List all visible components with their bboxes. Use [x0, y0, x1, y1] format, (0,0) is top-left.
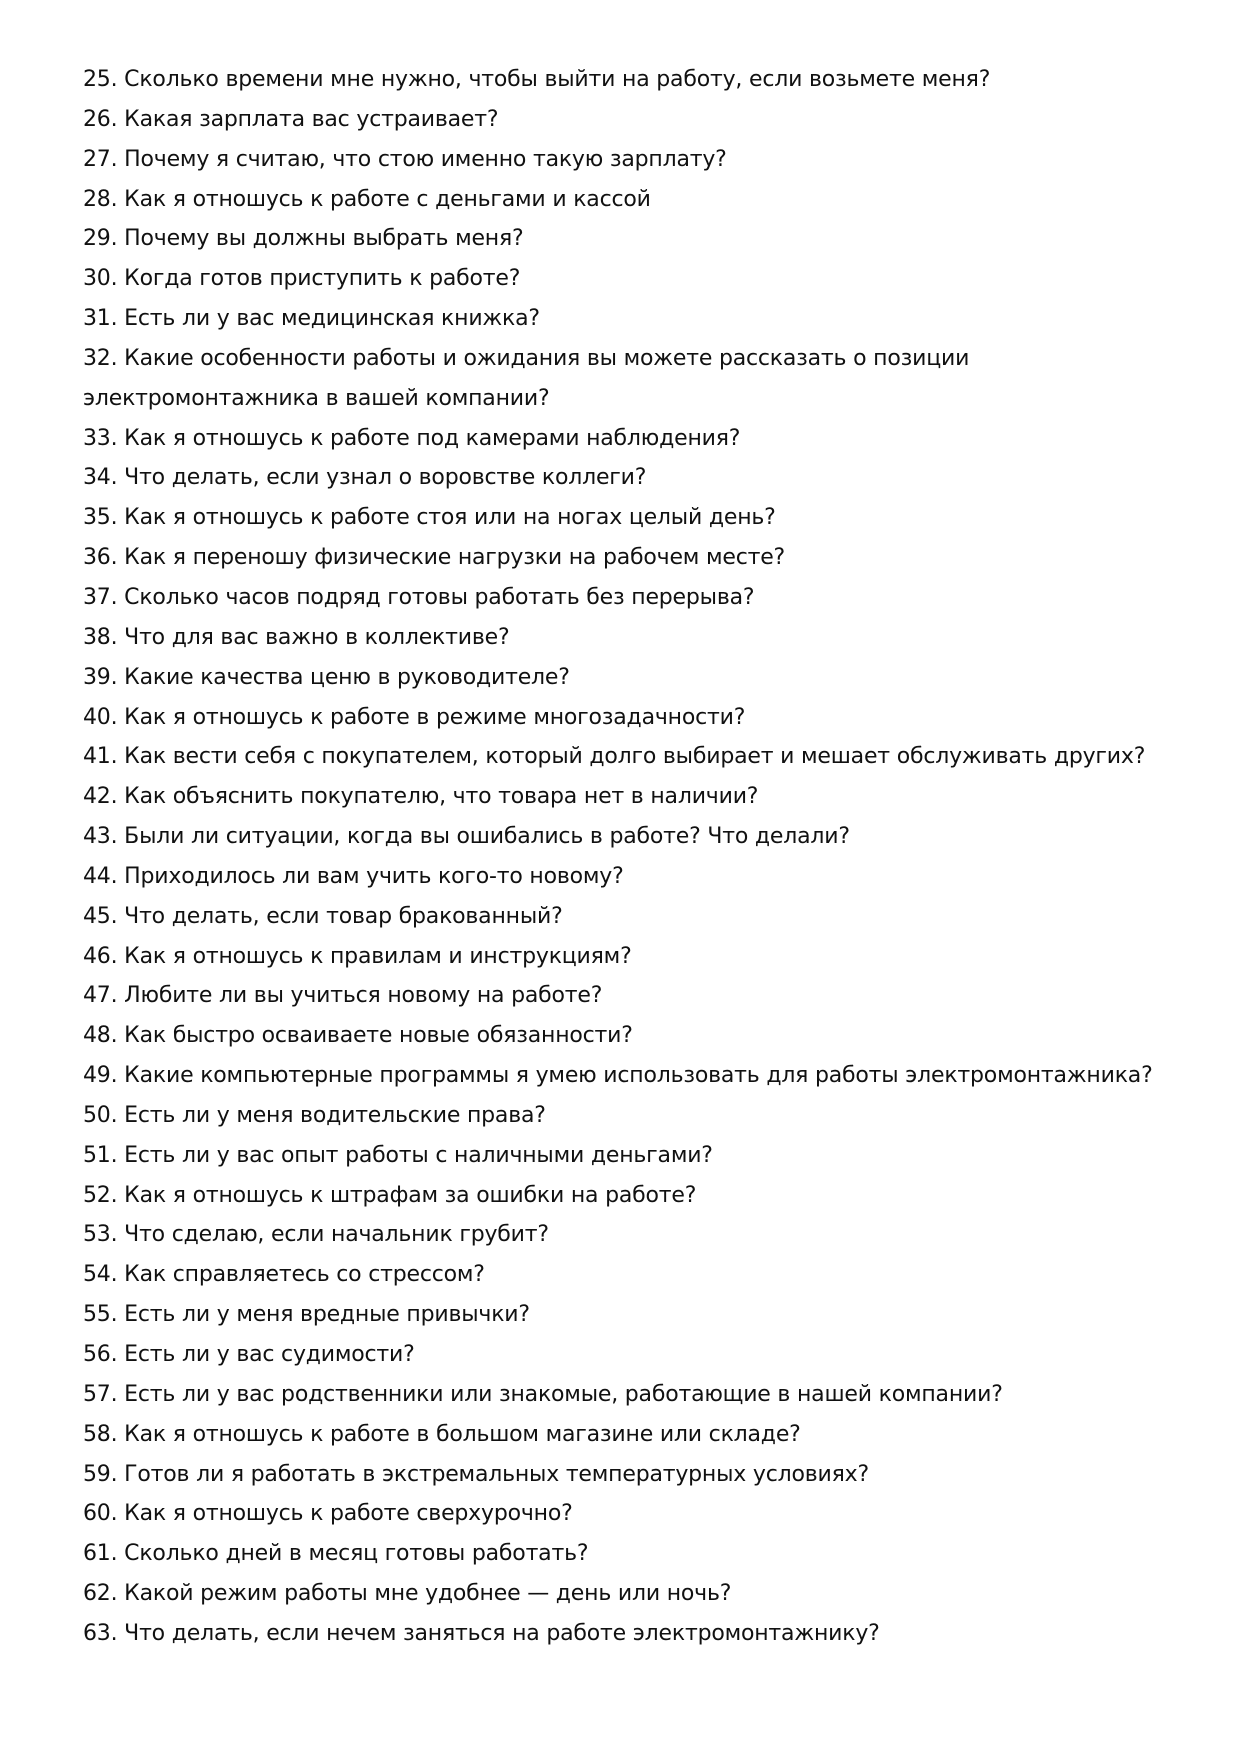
question-37: 37. Сколько часов подряд готовы работать без перерыва? [83, 584, 755, 610]
question-40: 40. Как я отношусь к работе в режиме многозадачности? [83, 704, 746, 730]
question-53: 53. Что сделаю, если начальник грубит? [83, 1222, 549, 1248]
question-34: 34. Что делать, если узнал о воровстве коллеги? [83, 465, 647, 491]
question-42: 42. Как объяснить покупателю, что товара нет в наличии? [83, 784, 759, 810]
question-46: 46. Как я отношусь к правилам и инструкциям? [83, 943, 632, 969]
question-48: 48. Как быстро осваиваете новые обязанности? [83, 1023, 633, 1049]
question-47: 47. Любите ли вы учиться новому на работе? [83, 983, 603, 1009]
question-45: 45. Что делать, если товар бракованный? [83, 903, 563, 929]
question-62: 62. Какой режим работы мне удобнее — день или ночь? [83, 1581, 732, 1607]
question-59: 59. Готов ли я работать в экстремальных температурных условиях? [83, 1461, 869, 1487]
question-50: 50. Есть ли у меня водительские права? [83, 1102, 546, 1128]
question-39: 39. Какие качества ценю в руководителе? [83, 664, 570, 690]
question-43: 43. Были ли ситуации, когда вы ошибались в работе? Что делали? [83, 824, 850, 850]
question-38: 38. Что для вас важно в коллективе? [83, 624, 510, 650]
question-35: 35. Как я отношусь к работе стоя или на ногах целый день? [83, 505, 776, 531]
question-32: 32. Какие особенности работы и ожидания вы можете рассказать о позиции электромонтажника в вашей компании? [83, 345, 970, 411]
question-33: 33. Как я отношусь к работе под камерами наблюдения? [83, 425, 741, 451]
question-list [83, 60, 1193, 1654]
question-36: 36. Как я переношу физические нагрузки на рабочем месте? [83, 545, 786, 571]
question-29: 29. Почему вы должны выбрать меня? [83, 226, 524, 252]
question-25: 25. Сколько времени мне нужно, чтобы выйти на работу, если возьмете меня? [83, 67, 991, 92]
question-57: 57. Есть ли у вас родственники или знакомые, работающие в нашей компании? [83, 1381, 1003, 1407]
question-28: 28. Как я отношусь к работе с деньгами и кассой [83, 186, 651, 212]
question-51: 51. Есть ли у вас опыт работы с наличными деньгами? [83, 1142, 713, 1168]
question-41: 41. Как вести себя с покупателем, который долго выбирает и мешает обслуживать других? [83, 744, 1146, 770]
question-58: 58. Как я отношусь к работе в большом магазине или складе? [83, 1421, 801, 1447]
question-63: 63. Что делать, если нечем заняться на работе электромонтажнику? [83, 1620, 880, 1646]
question-56: 56. Есть ли у вас судимости? [83, 1342, 415, 1367]
question-55: 55. Есть ли у меня вредные привычки? [83, 1302, 530, 1328]
question-31: 31. Есть ли у вас медицинская книжка? [83, 306, 540, 332]
question-49: 49. Какие компьютерные программы я умею использовать для работы электромонтажника? [83, 1063, 1153, 1089]
question-61: 61. Сколько дней в месяц готовы работать? [83, 1541, 589, 1567]
question-30: 30. Когда готов приступить к работе? [83, 266, 521, 292]
question-26: 26. Какая зарплата вас устраивает? [83, 106, 499, 132]
question-54: 54. Как справляетесь со стрессом? [83, 1262, 485, 1288]
question-44: 44. Приходилось ли вам учить кого-то новому? [83, 863, 624, 889]
question-52: 52. Как я отношусь к штрафам за ошибки на работе? [83, 1182, 697, 1208]
question-60: 60. Как я отношусь к работе сверхурочно? [83, 1501, 573, 1527]
question-27: 27. Почему я считаю, что стою именно такую зарплату? [83, 146, 727, 172]
